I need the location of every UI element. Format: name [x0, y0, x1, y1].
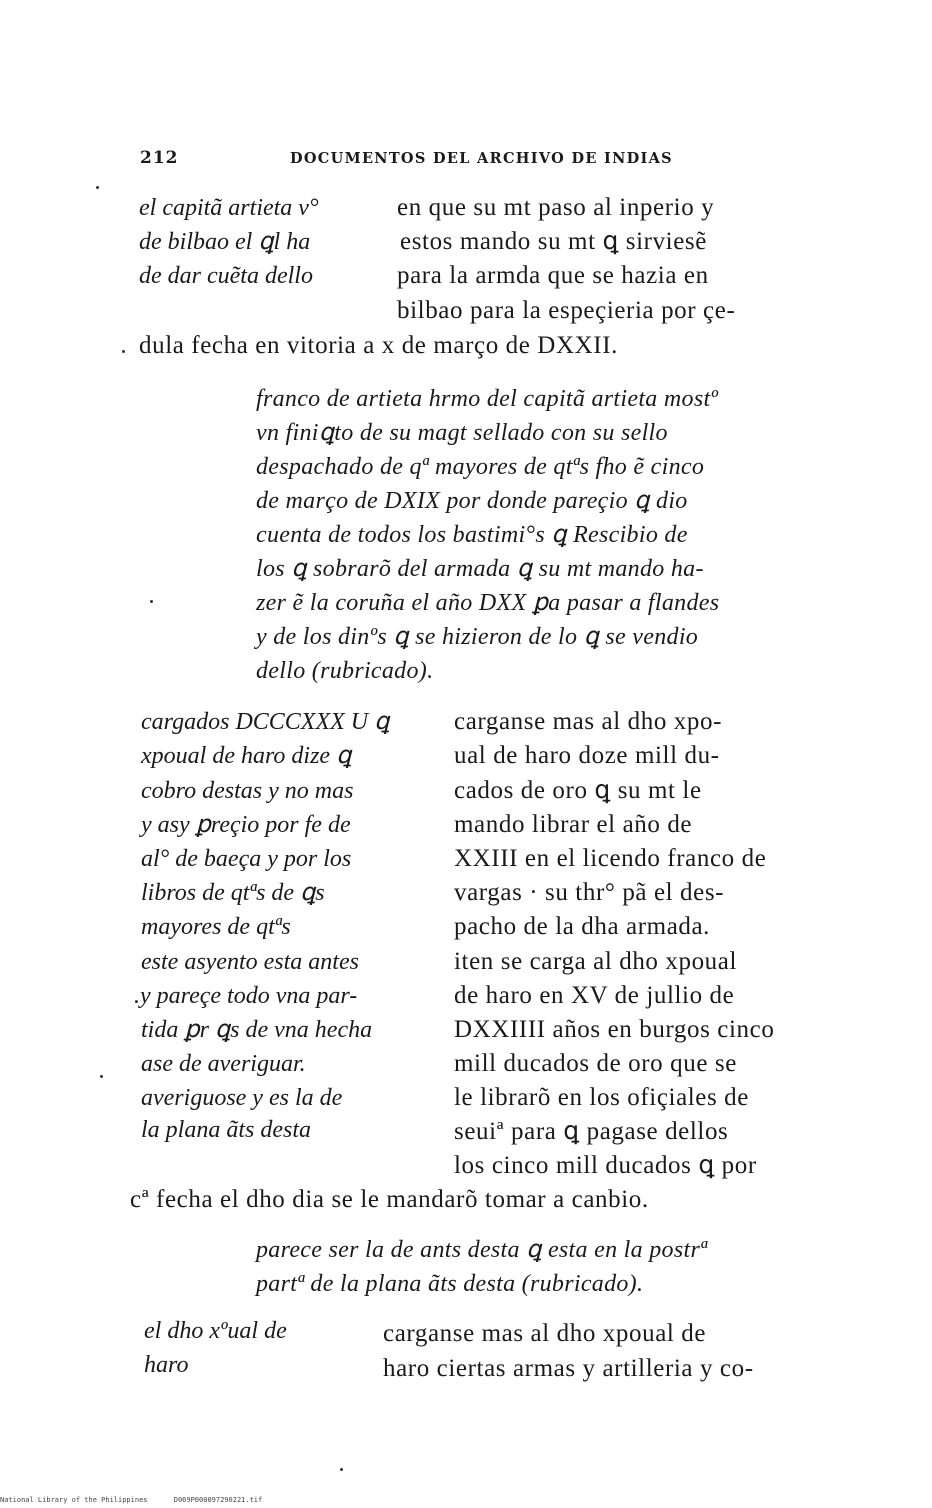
indented-line: cuenta de todos los bastimi°s ꝗ Rescibio de: [256, 522, 688, 548]
scan-speck: [122, 350, 125, 353]
body-line: en que su mt paso al inperio y: [397, 194, 715, 221]
margin-note-line: de dar cuẽta dello: [139, 263, 313, 289]
scan-speck: [100, 1075, 103, 1078]
body-line: cª fecha el dho dia se le mandarõ tomar a canbio.: [130, 1186, 649, 1213]
margin-note-line: cargados DCCCXXX U ꝗ: [141, 709, 390, 735]
page-number: 212: [140, 148, 179, 168]
indented-line: dello (rubricado).: [256, 658, 434, 684]
scan-speck: [96, 186, 99, 189]
body-line: vargas · su thr° pã el des-: [454, 879, 725, 906]
body-line: ual de haro doze mill du-: [454, 742, 720, 769]
margin-note-line: libros de qtªs de ꝗs: [141, 880, 325, 906]
footer-file: D069P000097290221.tif: [173, 1496, 263, 1504]
margin-note-line: la plana ãts desta: [141, 1117, 312, 1143]
body-line: pacho de la dha armada.: [454, 913, 711, 940]
body-line: de haro en XV de jullio de: [454, 982, 735, 1009]
indented-line: y de los dinºs ꝗ se hizieron de lo ꝗ se vendio: [256, 624, 699, 650]
body-line: bilbao para la espeçieria por çe-: [397, 297, 736, 324]
body-line: para la armda que se hazia en: [397, 262, 709, 289]
body-line: cados de oro ꝗ su mt le: [454, 777, 702, 804]
body-line: seuiª para ꝗ pagase dellos: [454, 1118, 729, 1145]
indented-line: los ꝗ sobrarõ del armada ꝗ su mt mando ha-: [256, 556, 704, 582]
body-line: carganse mas al dho xpoual de: [383, 1320, 707, 1347]
body-line: DXXIIII años en burgos cinco: [454, 1016, 775, 1043]
margin-note-line: tida ꝑr ꝗs de vna hecha: [141, 1017, 373, 1043]
indented-line: despachado de qª mayores de qtªs fho ẽ cinco: [256, 454, 705, 480]
margin-note-line: y asy ꝑreçio por fe de: [141, 812, 351, 838]
margin-note-line: averiguose y es la de: [141, 1085, 343, 1111]
indented-line: partª de la plana ãts desta (rubricado).: [256, 1271, 644, 1297]
body-line: carganse mas al dho xpo-: [454, 708, 723, 735]
margin-note-line: de bilbao el ꝗl ha: [139, 229, 311, 255]
margin-note-line: mayores de qtªs: [141, 914, 291, 940]
body-line: XXIII en el licendo franco de: [454, 845, 767, 872]
scan-footer: [0, 1496, 284, 1504]
margin-note-line: .y pareçe todo vna par-: [134, 983, 358, 1009]
indented-line: zer ẽ la coruña el año DXX ꝑa pasar a flandes: [256, 590, 720, 616]
indented-line: franco de artieta hrmo del capitã artieta mostº: [256, 386, 719, 412]
indented-line: de março de DXIX por donde pareçio ꝗ dio: [256, 488, 688, 514]
margin-note-line: cobro destas y no mas: [141, 778, 354, 804]
margin-note-line: haro: [144, 1352, 189, 1378]
body-line: los cinco mill ducados ꝗ por: [454, 1152, 757, 1179]
body-line: mando librar el año de: [454, 811, 693, 838]
body-line: dula fecha en vitoria a x de março de DXXII.: [139, 332, 618, 359]
margin-note-line: ase de averiguar.: [141, 1051, 306, 1077]
indented-line: vn finiꝗto de su magt sellado con su sello: [256, 420, 668, 446]
body-line: iten se carga al dho xpoual: [454, 948, 738, 975]
scan-speck: [340, 1468, 343, 1471]
margin-note-line: xpoual de haro dize ꝗ: [141, 743, 352, 769]
indented-line: parece ser la de ants desta ꝗ esta en la postrª: [256, 1237, 708, 1263]
margin-note-line: el capitã artieta v°: [139, 195, 319, 221]
footer-library: National Library of the Philippines: [0, 1496, 148, 1504]
scan-speck: [150, 600, 153, 603]
margin-note-line: al° de baeça y por los: [141, 846, 352, 872]
body-line: estos mando su mt ꝗ sirviesẽ: [400, 228, 707, 255]
body-line: le librarõ en los ofiçiales de: [454, 1084, 749, 1111]
body-line: mill ducados de oro que se: [454, 1050, 737, 1077]
body-line: haro ciertas armas y artilleria y co-: [383, 1355, 754, 1382]
page-header: [140, 148, 830, 172]
margin-note-line: este asyento esta antes: [141, 949, 359, 975]
margin-note-line: el dho xºual de: [144, 1318, 287, 1344]
running-title: DOCUMENTOS DEL ARCHIVO DE INDIAS: [290, 150, 673, 167]
